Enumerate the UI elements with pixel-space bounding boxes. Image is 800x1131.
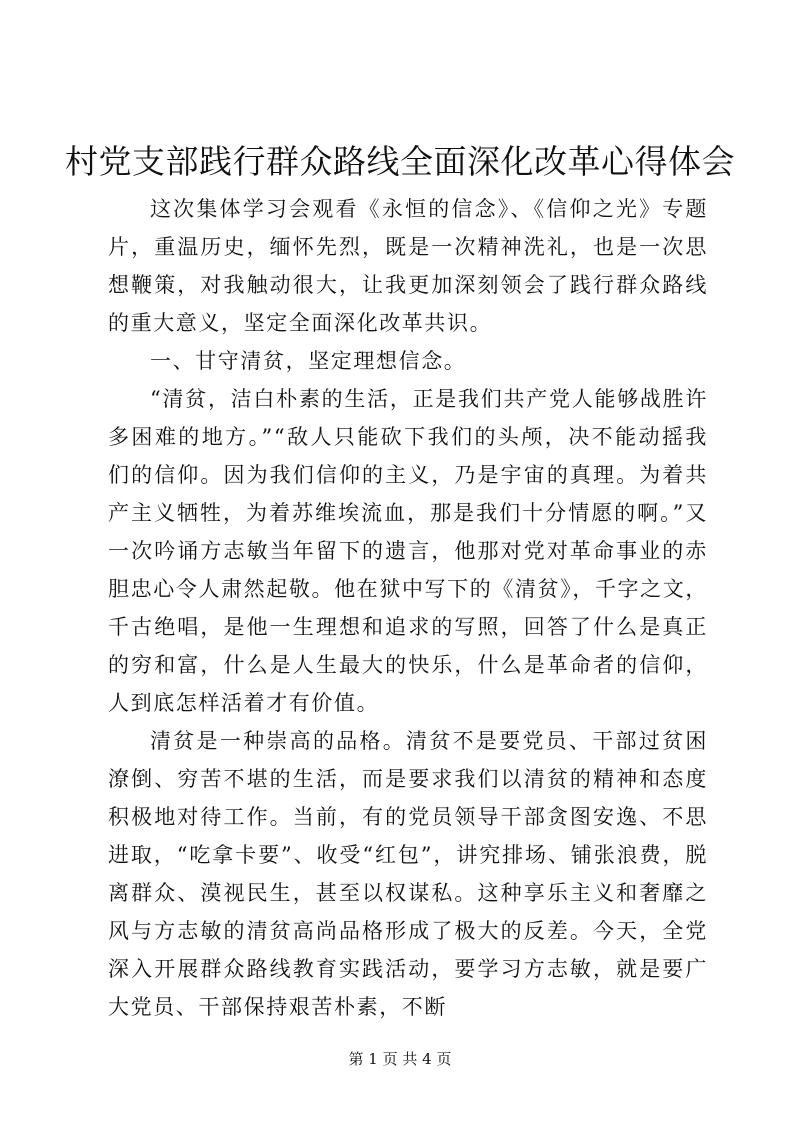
- section-heading: 一、甘守清贫，坚定理想信念。: [150, 349, 467, 373]
- paragraph-discussion: 清贫是一种崇高的品格。清贫不是要党员、干部过贫困潦倒、穷苦不堪的生活，而是要求我们以清贫的精神和态度积极地对待工作。当前，有的党员领导干部贪图安逸、不思进取，“吃拿卡要”、收受“红包”，讲究排场、铺张浪费，脱离群众、漠视民生，甚至以权谋私。这种享乐主义和奢靡之风与方志敏的清贫高尚品格形成了极大的反差。今天，全党深入开展群众路线教育实践活动，要学习方志敏，就是要广大党员、干部保持艰苦朴素，不断: [108, 729, 708, 1019]
- document-body: [108, 190, 708, 1026]
- paragraph-quote: “清贫，洁白朴素的生活，正是我们共产党人能够战胜许多困难的地方。”“敌人只能砍下我们的头颅，决不能动摇我们的信仰。因为我们信仰的主义，乃是宇宙的真理。为着共产主义牺牲，为着苏维埃流血，那是我们十分情愿的啊。”又一次吟诵方志敏当年留下的遗言，他那对党对革命事业的赤胆忠心令人肃然起敬。他在狱中写下的《清贫》，千字之文，千古绝唱，是他一生理想和追求的写照，回答了什么是真正的穷和富，什么是人生最大的快乐，什么是革命者的信仰，人到底怎样活着才有价值。: [108, 387, 708, 715]
- page-footer: 第 1 页 共 4 页: [348, 1050, 452, 1068]
- document-title: 村党支部践行群众路线全面深化改革心得体会: [65, 142, 735, 181]
- paragraph-intro: 这次集体学习会观看《永恒的信念》、《信仰之光》专题片，重温历史，缅怀先烈，既是一次精神洗礼，也是一次思想鞭策，对我触动很大，让我更加深刻领会了践行群众路线的重大意义，坚定全面深化改革共识。: [108, 197, 708, 335]
